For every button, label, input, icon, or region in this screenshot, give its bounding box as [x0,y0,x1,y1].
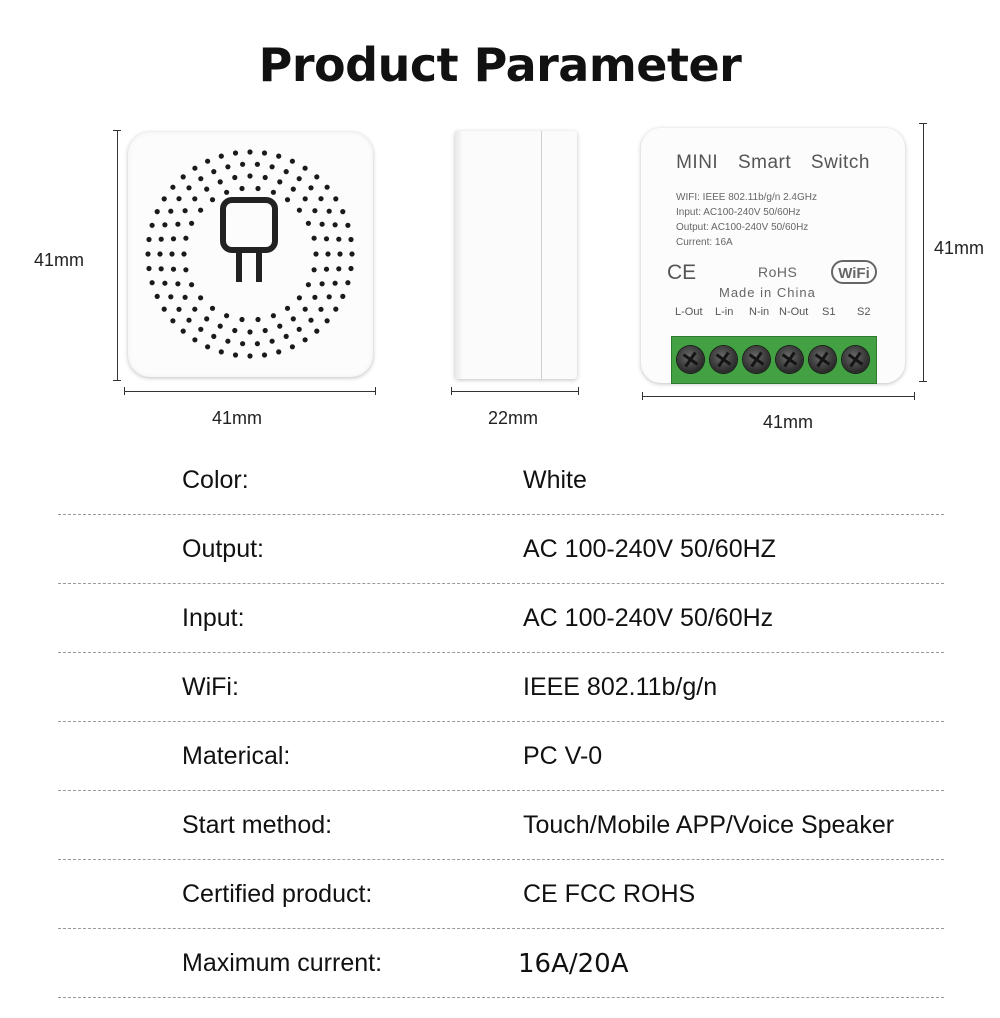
speaker-dot [263,175,268,180]
speaker-dot [270,339,275,344]
speaker-dot [192,337,197,342]
speaker-dot [349,251,354,256]
speaker-dot [145,251,150,256]
speaker-dot [277,179,282,184]
speaker-dot [175,222,180,227]
screw-icon [710,346,737,373]
speaker-dot [284,334,289,339]
row-divider [58,583,944,584]
device-brand-label: MINI Smart Switch [676,152,870,173]
speaker-dot [157,251,162,256]
spec-value: IEEE 802.11b/g/n [523,673,718,701]
speaker-dot [333,222,338,227]
speaker-dot [314,329,319,334]
device-back-view [641,128,905,383]
speaker-dot [171,236,176,241]
speaker-dot [198,327,203,332]
speaker-dot [146,266,151,271]
front-height-label: 41mm [34,250,85,270]
side-depth-tick-right [578,387,579,395]
back-width-line [642,396,914,397]
terminal-label: N-Out [779,306,809,318]
speaker-dot [162,222,167,227]
speaker-dot [181,329,186,334]
speaker-dot [192,196,197,201]
speaker-dot [255,341,260,346]
spec-row-max-current [0,949,1000,1018]
ce-mark: CE [667,261,697,284]
speaker-dot [285,306,290,311]
device-front-view [128,132,373,377]
speaker-dot [303,196,308,201]
speaker-dot [205,159,210,164]
terminal-label: S1 [822,306,836,318]
back-height-tick-top [919,123,927,124]
speaker-dot [247,329,252,334]
front-width-tick-left [124,387,125,395]
speaker-dot [340,294,345,299]
device-spec-line: Input: AC100-240V 50/60Hz [676,207,801,218]
speaker-dot [297,208,302,213]
speaker-dot [155,294,160,299]
speaker-dot [297,327,302,332]
speaker-dots-pattern [128,132,373,377]
speaker-dot [327,294,332,299]
speaker-dot [225,164,230,169]
side-depth-label: 22mm [488,408,539,428]
speaker-dot [324,267,329,272]
speaker-dot [205,344,210,349]
row-divider [58,997,944,998]
row-divider [58,928,944,929]
speaker-dot [171,267,176,272]
speaker-dot [313,251,318,256]
spec-row-output [0,535,1000,604]
device-side-view [455,131,577,379]
speaker-dot [312,236,317,241]
spec-value: AC 100-240V 50/60Hz [523,604,774,632]
speaker-dot [159,237,164,242]
speaker-dot [233,352,238,357]
wifi-logo-icon: WiFi [831,260,877,284]
spec-label: Input: [182,604,245,632]
speaker-dot [169,251,174,256]
speaker-dot [186,318,191,323]
speaker-dot [183,295,188,300]
speaker-dot [240,162,245,167]
speaker-dot [232,175,237,180]
row-divider [58,721,944,722]
speaker-dot [303,337,308,342]
speaker-dot [198,295,203,300]
speaker-dot [333,281,338,286]
back-height-line [923,123,924,381]
spec-label: WiFi: [182,673,239,701]
speaker-dot [159,266,164,271]
speaker-dot [218,179,223,184]
speaker-dot [255,162,260,167]
row-divider [58,790,944,791]
speaker-dot [308,318,313,323]
speaker-dot [219,154,224,159]
spec-value: 16A/20A [518,949,629,979]
speaker-dot [312,267,317,272]
speaker-dot [270,164,275,169]
spec-value: Touch/Mobile APP/Voice Speaker [523,811,895,839]
spec-label: Certified product: [182,880,373,908]
speaker-dot [183,208,188,213]
speaker-dot [284,169,289,174]
speaker-dot [247,173,252,178]
speaker-dot [240,341,245,346]
speaker-dot [175,281,180,286]
speaker-dot [150,223,155,228]
speaker-dot [271,313,276,318]
speaker-dot [168,294,173,299]
side-seam [541,131,542,379]
speaker-dot [224,190,229,195]
speaker-dot [297,176,302,181]
speaker-dot [189,282,194,287]
speaker-dot [225,339,230,344]
speaker-dot [247,353,252,358]
speaker-dot [333,307,338,312]
spec-value: AC 100-240V 50/60HZ [523,535,776,563]
speaker-dot [345,223,350,228]
front-width-line [124,391,375,392]
speaker-dot [325,251,330,256]
speaker-dot [210,197,215,202]
speaker-dot [308,185,313,190]
screw-icon [677,346,704,373]
spec-value: CE FCC ROHS [523,880,696,908]
terminal-label: L-in [715,306,734,318]
speaker-dot [262,150,267,155]
speaker-dot [290,159,295,164]
speaker-dot [233,150,238,155]
speaker-dot [345,280,350,285]
speaker-dot [324,236,329,241]
speaker-dot [210,306,215,311]
speaker-dot [277,324,282,329]
front-height-tick-bottom [113,380,121,381]
speaker-dot [150,280,155,285]
page-title: Product Parameter [258,38,742,92]
speaker-dot [176,196,181,201]
spec-row-input [0,604,1000,673]
speaker-dot [271,190,276,195]
speaker-dot [255,317,260,322]
spec-label: Output: [182,535,264,563]
speaker-dot [336,237,341,242]
speaker-dot [325,318,330,323]
made-in-label: Made in China [719,285,816,300]
terminal-label: S2 [857,306,871,318]
speaker-dot [232,328,237,333]
speaker-dot [247,149,252,154]
rohs-mark: RoHS [758,264,798,280]
speaker-dot [336,266,341,271]
speaker-dot [168,209,173,214]
speaker-dot [181,251,186,256]
speaker-dot [176,307,181,312]
spec-row-color [0,466,1000,535]
speaker-dot [218,324,223,329]
front-height-tick-top [113,130,121,131]
spec-label: Maximum current: [182,949,383,977]
speaker-dot [320,281,325,286]
side-edge-shade [455,131,463,379]
device-spec-lines [676,190,817,250]
terminal-block [671,336,877,384]
speaker-dot [312,295,317,300]
speaker-dot [183,236,188,241]
spec-value: White [523,466,587,494]
speaker-dot [198,176,203,181]
speaker-dot [192,166,197,171]
speaker-dot [162,196,167,201]
speaker-dot [146,237,151,242]
speaker-dot [318,196,323,201]
speaker-dot [306,221,311,226]
spec-label: Start method: [182,811,333,839]
speaker-dot [325,185,330,190]
speaker-dot [291,187,296,192]
speaker-dot [219,349,224,354]
speaker-dot [291,316,296,321]
back-width-label: 41mm [763,412,814,432]
front-width-label: 41mm [212,408,263,428]
speaker-dot [337,251,342,256]
speaker-dot [211,334,216,339]
speaker-dot [306,282,311,287]
speaker-dot [348,237,353,242]
side-depth-tick-left [451,387,452,395]
front-height-line [117,130,118,380]
spec-label: Color: [182,466,249,494]
speaker-dot [198,208,203,213]
speaker-dot [285,197,290,202]
terminal-label: L-Out [675,306,703,318]
speaker-dot [314,174,319,179]
speaker-dot [181,174,186,179]
back-height-label: 41mm [934,238,985,258]
side-depth-line [451,391,578,392]
spec-row-certified [0,880,1000,949]
device-spec-line: WIFI: IEEE 802.11b/g/n 2.4GHz [676,192,817,203]
speaker-dot [303,307,308,312]
back-height-tick-bottom [919,381,927,382]
screw-icon [776,346,803,373]
speaker-dot [276,349,281,354]
spec-row-material [0,742,1000,811]
speaker-dot [183,267,188,272]
speaker-dot [255,186,260,191]
speaker-dot [239,186,244,191]
speaker-dot [224,313,229,318]
spec-row-wifi [0,673,1000,742]
speaker-dot [239,317,244,322]
screw-icon [743,346,770,373]
speaker-dot [312,208,317,213]
speaker-dot [262,352,267,357]
speaker-dot [162,307,167,312]
speaker-dot [320,222,325,227]
speaker-dot [162,281,167,286]
speaker-dot [189,221,194,226]
row-divider [58,514,944,515]
speaker-dot [290,344,295,349]
device-spec-line: Current: 16A [676,237,733,248]
speaker-dot [340,209,345,214]
device-spec-line: Output: AC100-240V 50/60Hz [676,222,809,233]
speaker-dot [348,266,353,271]
speaker-dot [276,154,281,159]
terminal-label: N-in [749,306,770,318]
speaker-dot [318,307,323,312]
row-divider [58,859,944,860]
spec-value: PC V-0 [523,742,603,770]
speaker-dot [211,169,216,174]
speaker-dot [333,196,338,201]
screw-icon [809,346,836,373]
speaker-dot [303,166,308,171]
back-width-tick-right [914,392,915,400]
spec-label: Materical: [182,742,291,770]
speaker-dot [155,209,160,214]
back-width-tick-left [642,392,643,400]
spec-row-start-method [0,811,1000,880]
row-divider [58,652,944,653]
speaker-dot [297,295,302,300]
speaker-dot [170,318,175,323]
plug-icon [223,200,275,282]
speaker-dot [186,185,191,190]
front-width-tick-right [375,387,376,395]
speaker-dot [327,209,332,214]
screw-icon [842,346,869,373]
speaker-dot [204,187,209,192]
speaker-dot [192,307,197,312]
speaker-dot [263,328,268,333]
speaker-dot [204,316,209,321]
speaker-dot [170,185,175,190]
